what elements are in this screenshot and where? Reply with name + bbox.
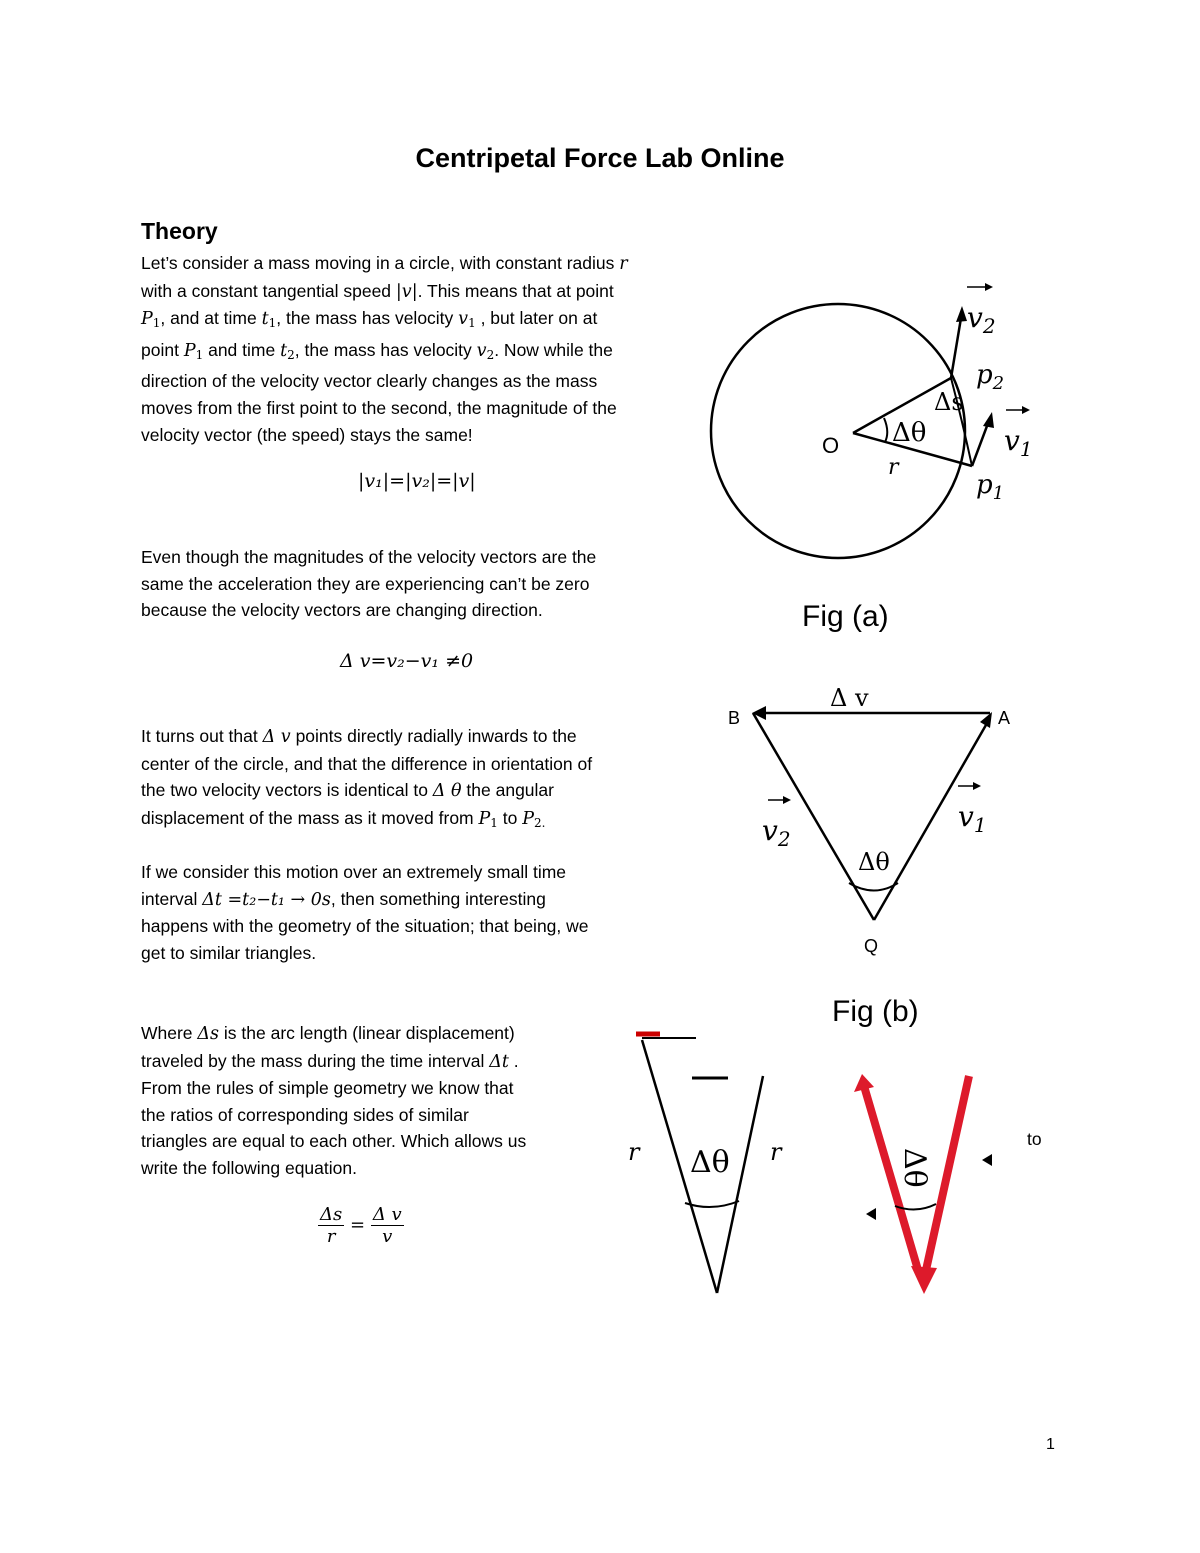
paragraph-limit	[141, 859, 589, 966]
label-ds: Δs	[934, 388, 964, 416]
page-number: 1	[1046, 1436, 1055, 1453]
arrowhead-v1	[980, 712, 992, 728]
equation-speed-equality: |v₁|=|v₂|=|v|	[358, 470, 476, 492]
text-line: the ratios of corresponding sides of similar	[141, 1104, 469, 1125]
text-line: happens with the geometry of the situation; that being, we	[141, 916, 589, 937]
fraction-ds-over-r: $\frac{\Delta s}{r}$	[320, 1204, 343, 1247]
label-v1: $v_1$	[958, 800, 987, 837]
figure-d-red-vectors	[840, 1060, 1010, 1310]
label-p1: $p_1$	[976, 470, 1005, 504]
paragraph-similar-triangles	[141, 1020, 526, 1182]
label-dtheta-rotated: Δθ	[897, 1148, 932, 1188]
label-dtheta: Δθ	[690, 1145, 730, 1180]
label-v2: $v_2$	[967, 301, 996, 338]
circle-path	[711, 304, 965, 558]
text-line: the two velocity vectors is identical to Δ θ the angular	[141, 780, 554, 802]
paragraph-acceleration	[141, 544, 596, 624]
arrowhead-v1	[983, 412, 994, 428]
text-line: direction of the velocity vector clearly changes as the mass	[141, 371, 598, 392]
text-line: displacement of the mass as it moved from $P_1$ to $P_{2.}$	[141, 807, 546, 830]
page-title: Centripetal Force Lab Online	[415, 143, 785, 173]
label-r-left: r	[628, 1138, 640, 1166]
angle-arc	[685, 1201, 739, 1207]
text-line: Even though the magnitudes of the velocity vectors are the	[141, 547, 597, 567]
paragraph-intro	[141, 250, 628, 448]
section-heading: Theory	[141, 218, 218, 244]
text-line: because the velocity vectors are changing direction.	[141, 600, 543, 621]
paragraph-radial	[141, 723, 592, 836]
wedge-right-side	[717, 1076, 763, 1293]
label-B: B	[728, 708, 741, 728]
stray-word-to: to	[1027, 1129, 1042, 1149]
label-p2: $p_2$	[976, 360, 1005, 394]
label-dtheta: Δθ	[858, 848, 890, 876]
text-line: get to similar triangles.	[141, 942, 317, 963]
figure-a-caption: Fig (a)	[802, 600, 889, 633]
label-O: O	[822, 433, 840, 458]
text-line: with a constant tangential speed |v|. This means that at point	[141, 280, 614, 302]
figure-b-triangle-diagram	[720, 670, 1040, 960]
arrowhead-v2	[956, 306, 967, 322]
figure-b-caption: Fig (b)	[832, 995, 919, 1028]
red-arrowhead	[911, 1266, 937, 1294]
label-v1: $v_1$	[1004, 424, 1033, 461]
text-line: write the following equation.	[141, 1157, 357, 1178]
label-A: A	[998, 708, 1011, 728]
angle-arc	[884, 418, 887, 442]
text-line: same the acceleration they are experiencing can’t be zero	[141, 573, 590, 594]
text-line: moves from the first point to the second, the magnitude of the	[141, 397, 617, 418]
text-line: If we consider this motion over an extremely small time	[141, 862, 567, 882]
label-dtheta: Δθ	[892, 418, 927, 448]
text-line: triangles are equal to each other. Which allows us	[141, 1131, 527, 1152]
figure-c-wedge-diagram	[620, 1020, 800, 1310]
equation-delta-v: Δ v=v₂−v₁ ≠0	[340, 650, 474, 672]
label-v2: $v_2$	[762, 814, 791, 851]
label-Q: Q	[864, 936, 879, 956]
label-r-right: r	[770, 1138, 782, 1166]
text-line: traveled by the mass during the time interval Δt .	[141, 1050, 519, 1072]
text-line: Let’s consider a mass moving in a circle, with constant radius r	[141, 253, 628, 274]
label-r: r	[888, 455, 899, 480]
text-line: $P_1$, and at time $t_1$, the mass has velocity $v_1$ , but later on at	[141, 308, 598, 331]
text-line: point $P_1$ and time $t_2$, the mass has velocity $v_2$. Now while the	[141, 339, 613, 362]
text-line: velocity vector (the speed) stays the same!	[141, 424, 473, 445]
text-line: It turns out that Δ v points directly radially inwards to the	[141, 726, 577, 747]
text-line: Where Δs is the arc length (linear displacement)	[141, 1023, 515, 1044]
text-line: From the rules of simple geometry we know that	[141, 1078, 514, 1099]
fraction-dv-over-v: $\frac{\text{Δ v}}{v}$	[372, 1204, 402, 1247]
text-line: interval Δt =t₂−t₁ → 0s, then something interesting	[141, 888, 546, 910]
text-line: center of the circle, and that the difference in orientation of	[141, 753, 593, 774]
label-dv: Δ v	[830, 684, 869, 712]
equation-ratio: $\frac{\Delta s}{r}$ = $\frac{\text{Δ v}}{v}$	[320, 1204, 402, 1247]
